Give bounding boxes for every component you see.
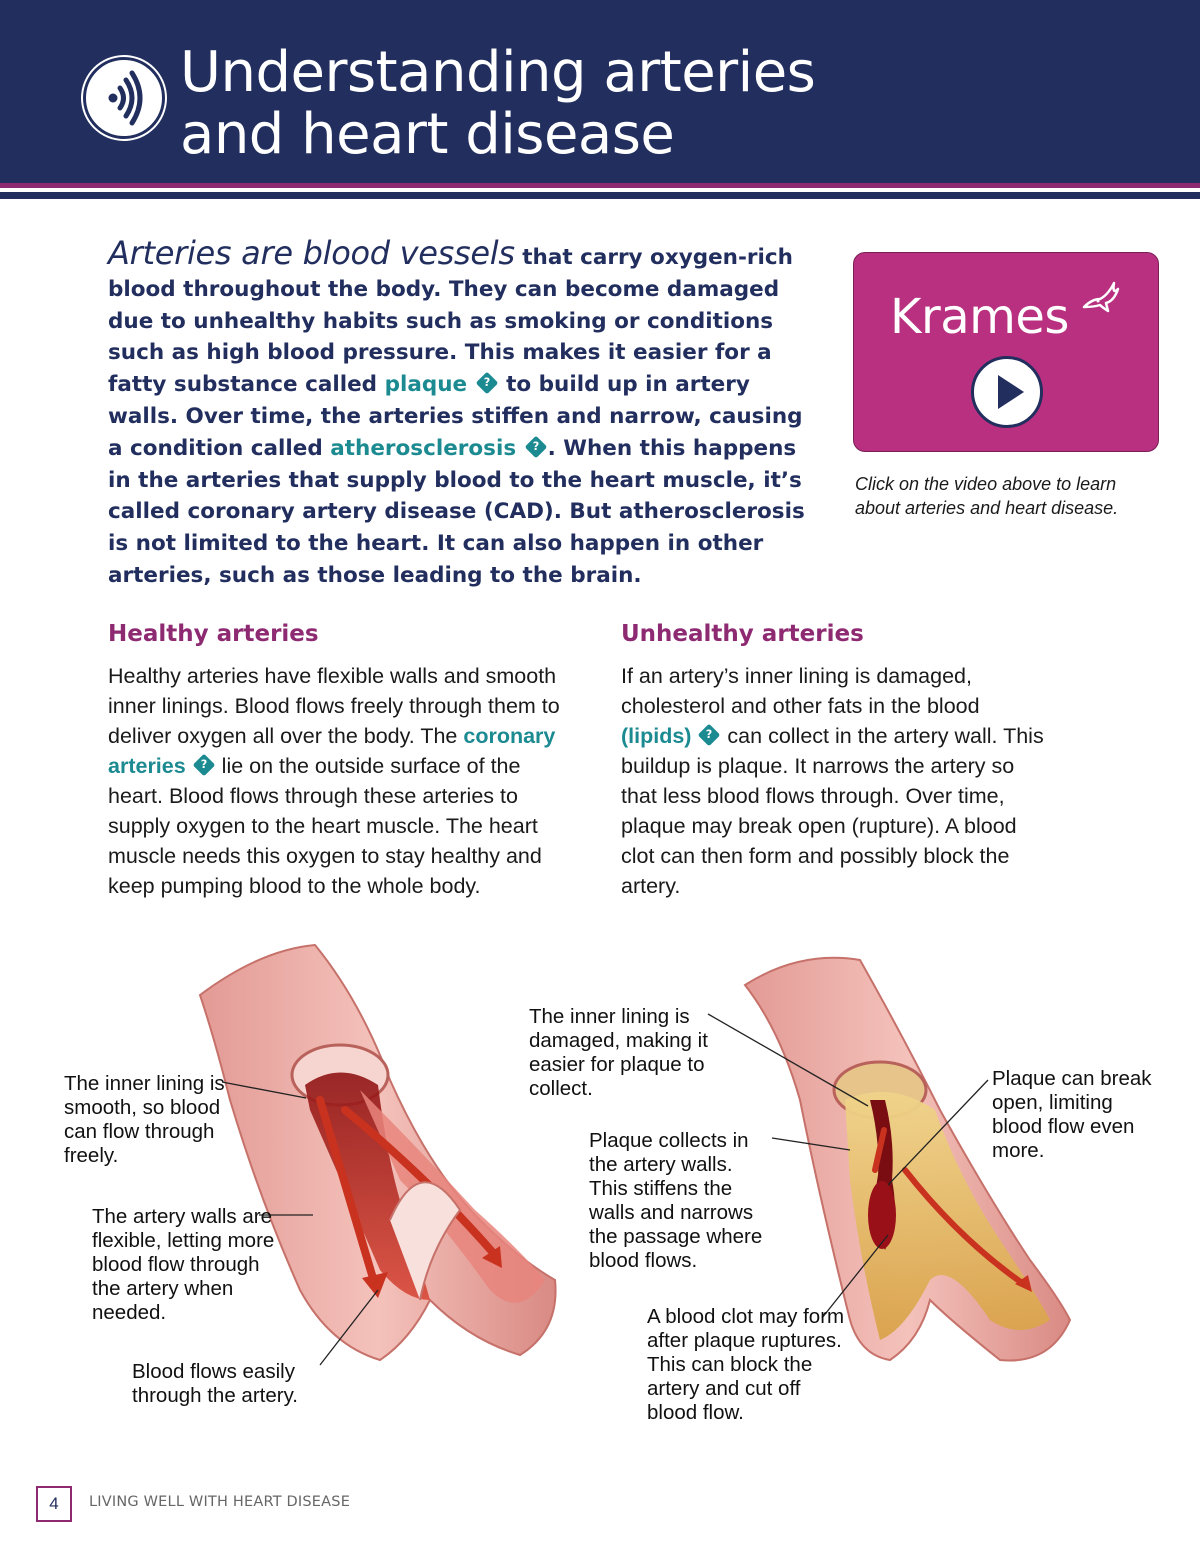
atherosclerosis-link[interactable]: atherosclerosis: [330, 435, 517, 461]
glossary-icon[interactable]: ?: [698, 724, 721, 747]
publication-title: LIVING WELL WITH HEART DISEASE: [89, 1494, 351, 1510]
label-plaque-collects: Plaque collects in the artery walls. This stiffens the walls and narrows the passage where blood flows.: [589, 1129, 763, 1272]
play-button[interactable]: [971, 356, 1043, 428]
glossary-icon[interactable]: ?: [524, 435, 547, 458]
label-smooth-lining: The inner lining is smooth, so blood can flow through freely.: [64, 1072, 225, 1167]
video-caption: Click on the video above to learn about arteries and heart disease.: [855, 474, 1119, 518]
unhealthy-heading: Unhealthy arteries: [621, 621, 864, 647]
healthy-text: Healthy arteries have flexible walls and smooth inner linings. Blood flows freely through them to deliver oxygen all over the body. The: [108, 664, 560, 748]
label-blood-clot: A blood clot may form after plaque ruptures. This can block the artery and cut off blood flow.: [647, 1305, 845, 1424]
intro-text: . When this happens in the arteries that supply blood to the heart muscle, it’s called coronary artery disease (CAD). But atherosclerosis is not limited to the heart. It can also happen in other arteries, such as those leading to the brain.: [108, 435, 805, 588]
healthy-text: lie on the outside surface of the heart. Blood flows through these arteries to supply oxygen to the heart muscle. The heart muscle needs this oxygen to stay healthy and keep pumping blood to the whole body.: [108, 754, 542, 898]
krames-logo: Krames: [890, 289, 1069, 345]
play-icon: [974, 359, 1040, 425]
page-title: [180, 42, 1080, 166]
intro-lead: Arteries are blood vessels: [108, 234, 515, 272]
intro-text: to build up in artery walls. Over time, the arteries stiffen and narrow, causing a condition called: [108, 372, 803, 461]
unhealthy-paragraph: [621, 661, 1051, 901]
label-flexible-walls: The artery walls are flexible, letting more blood flow through the artery when needed.: [92, 1205, 275, 1324]
artery-illustration: [0, 930, 1200, 1450]
intro-text: that carry oxygen-rich blood throughout the body. They can become damaged due to unhealthy habits such as smoking or conditions such as high blood pressure. This makes it easier for a fatty substance called: [108, 245, 793, 398]
healthy-heading: Healthy arteries: [108, 621, 319, 647]
audio-waves-icon: [86, 60, 162, 136]
label-blood-flows: Blood flows easily through the artery.: [132, 1360, 298, 1407]
plaque-link[interactable]: plaque: [384, 372, 468, 398]
glossary-icon[interactable]: ?: [192, 754, 215, 777]
page-number: 4: [36, 1486, 72, 1522]
hummingbird-icon: [1078, 277, 1124, 321]
video-thumbnail[interactable]: [853, 252, 1159, 452]
title-line-1: Understanding arteries: [180, 40, 816, 105]
label-plaque-breaks: Plaque can break open, limiting blood flow even more.: [992, 1067, 1152, 1162]
coronary-arteries-link[interactable]: coronary arteries: [108, 724, 556, 778]
title-line-2: and heart disease: [180, 102, 675, 167]
healthy-paragraph: [108, 661, 568, 901]
glossary-icon[interactable]: ?: [475, 372, 498, 395]
header-stripe: [0, 192, 1200, 199]
lipids-link[interactable]: (lipids): [621, 724, 692, 748]
unhealthy-text: can collect in the artery wall. This buildup is plaque. It narrows the artery so that less blood flows through. Over time, plaque may break open (rupture). A blood clot can then form and possibly block the artery.: [621, 724, 1044, 898]
unhealthy-text: If an artery’s inner lining is damaged, cholesterol and other fats in the blood: [621, 664, 980, 718]
label-damaged-lining: The inner lining is damaged, making it easier for plaque to collect.: [529, 1005, 708, 1100]
audio-button[interactable]: [83, 57, 165, 139]
intro-paragraph: [108, 234, 820, 592]
